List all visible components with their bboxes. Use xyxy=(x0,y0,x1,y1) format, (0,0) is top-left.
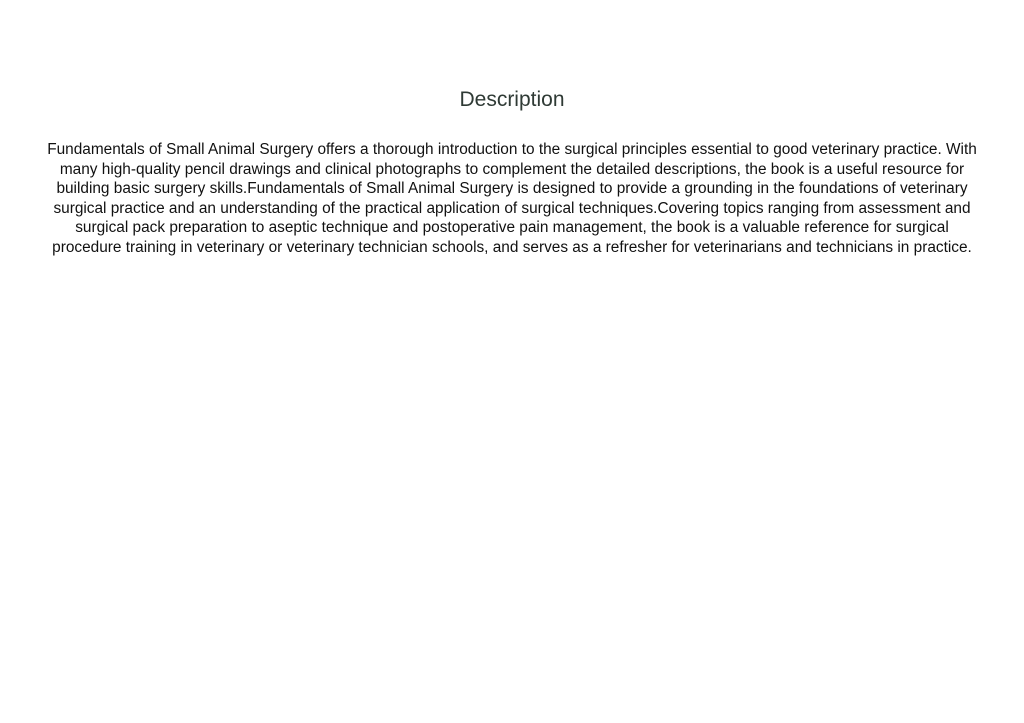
description-heading: Description xyxy=(459,88,565,111)
description-paragraph: Fundamentals of Small Animal Surgery offers a thorough introduction to the surgical principles essential to good veterinary practice. With many high-quality pencil drawings and clinical photographs to complement the detailed descriptions, the book is a useful resource for building basic surgery skills.Fundamentals of Small Animal Surgery is designed to provide a grounding in the foundations of veterinary surgical practice and an understanding of the practical application of surgical techniques.Covering topics ranging from assessment and surgical pack preparation to aseptic technique and postoperative pain management, the book is a valuable reference for surgical procedure training in veterinary or veterinary technician schools, and serves as a refresher for veterinarians and technicians in practice. xyxy=(47,141,977,256)
